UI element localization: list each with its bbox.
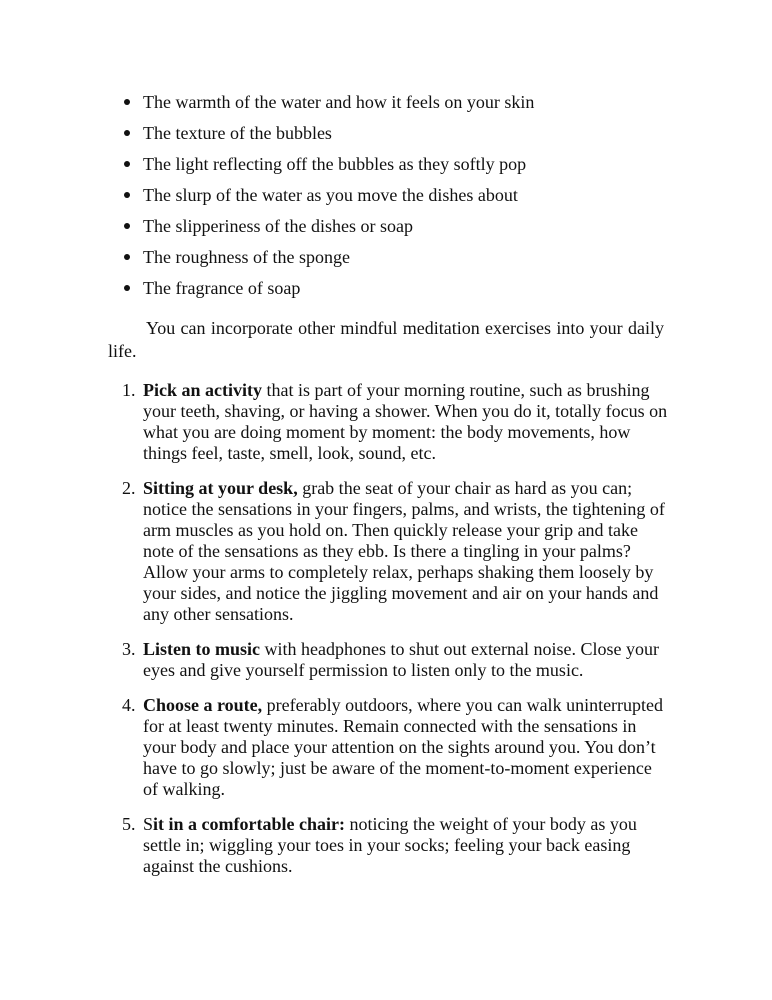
bullet-dot-icon	[124, 192, 130, 198]
item-number: 5.	[122, 814, 136, 834]
exercise-item	[108, 380, 668, 464]
bullet-item	[108, 182, 668, 213]
exercise-lead: it in a comfortable chair:	[153, 814, 345, 834]
bullet-item	[108, 213, 668, 244]
exercise-lead: Sitting at your desk,	[143, 478, 298, 498]
item-number: 3.	[122, 639, 136, 659]
bullet-item	[108, 89, 668, 120]
exercise-lead: Pick an activity	[143, 380, 262, 400]
bullet-dot-icon	[124, 285, 130, 291]
item-number: 1.	[122, 380, 136, 400]
item-number: 4.	[122, 695, 136, 715]
bullet-item	[108, 275, 668, 306]
intro-paragraph: You can incorporate other mindful meditation exercises into your daily life.	[108, 318, 664, 361]
exercise-item	[108, 814, 668, 877]
bullet-dot-icon	[124, 161, 130, 167]
exercise-lead: Listen to music	[143, 639, 260, 659]
exercise-text: preferably outdoors, where you can walk uninterrupted for at least twenty minutes. Remain connected with the sensations in your body and place your attention on the sights around you. You don’t have to go slowly; just be aware of the moment-to-moment experience of walking.	[143, 695, 664, 799]
bullet-dot-icon	[124, 99, 130, 105]
exercise-numbered-list	[108, 380, 668, 891]
bullet-text: The warmth of the water and how it feels on your skin	[143, 92, 535, 112]
bullet-text: The fragrance of soap	[143, 278, 301, 298]
bullet-text: The slurp of the water as you move the dishes about	[143, 185, 518, 205]
bullet-dot-icon	[124, 223, 130, 229]
bullet-dot-icon	[124, 130, 130, 136]
bullet-item	[108, 244, 668, 275]
bullet-item	[108, 151, 668, 182]
exercise-text: with headphones to shut out external noise. Close your eyes and give yourself permission to listen only to the music.	[143, 639, 659, 680]
exercise-item	[108, 639, 668, 681]
exercise-item	[108, 478, 668, 625]
bullet-item	[108, 120, 668, 151]
exercise-item	[108, 695, 668, 800]
exercise-text: that is part of your morning routine, such as brushing your teeth, shaving, or having a shower. When you do it, totally focus on what you are doing moment by moment: the body movements, how things feel, taste, smell, look, sound, etc.	[143, 380, 668, 463]
bullet-dot-icon	[124, 254, 130, 260]
exercise-lead-plain: S	[143, 814, 154, 834]
sensation-bullet-list	[108, 89, 668, 306]
bullet-text: The roughness of the sponge	[143, 247, 350, 267]
bullet-text: The light reflecting off the bubbles as they softly pop	[143, 154, 527, 174]
item-number: 2.	[122, 478, 136, 498]
exercise-lead: Choose a route,	[143, 695, 263, 715]
exercise-text: grab the seat of your chair as hard as you can; notice the sensations in your fingers, palms, and wrists, the tightening of arm muscles as you hold on. Then quickly release your grip and take note of the sensations as they ebb. Is there a tingling in your palms? Allow your arms to completely relax, perhaps shaking them loosely by your sides, and notice the jiggling movement and air on your hands and any other sensations.	[143, 478, 665, 624]
exercise-text: noticing the weight of your body as you settle in; wiggling your toes in your socks; feeling your back easing against the cushions.	[143, 814, 637, 876]
bullet-text: The texture of the bubbles	[143, 123, 332, 143]
bullet-text: The slipperiness of the dishes or soap	[143, 216, 413, 236]
